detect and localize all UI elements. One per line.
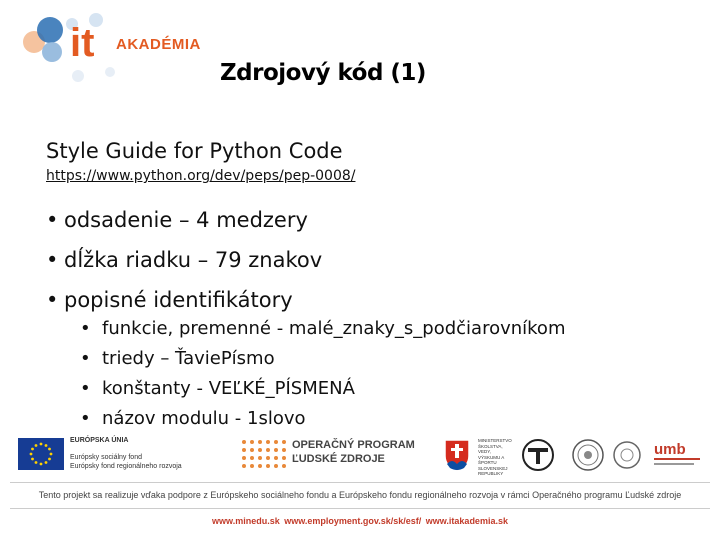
svg-text:it: it <box>70 21 95 65</box>
list-item: • konštanty - VEĽKÉ_PÍSMENÁ <box>80 374 565 404</box>
list-item: • triedy – ŤaviePísmo <box>80 344 565 374</box>
bullet-list <box>46 200 322 320</box>
university-logo-icon <box>518 438 558 472</box>
divider <box>10 482 710 483</box>
umb-logo-icon <box>650 438 710 472</box>
list-item: • názov modulu - 1slovo <box>80 404 565 434</box>
ministry-label: MINISTERSTVO ŠKOLSTVA, VEDY, VÝSKUMU A ŠPORTU SLOVENSKEJ REPUBLIKY <box>478 438 512 476</box>
op-label: OPERAČNÝ PROGRAM ĽUDSKÉ ZDROJE <box>292 439 415 465</box>
itakademia-logo <box>12 6 212 86</box>
pep8-link[interactable]: https://www.python.org/dev/peps/pep-0008/ <box>46 168 356 184</box>
svg-text:umb: umb <box>654 441 686 458</box>
sub-bullet-list <box>80 314 565 434</box>
op-dots-icon <box>238 438 288 470</box>
logo-text: AKADÉMIA <box>116 36 201 53</box>
footer <box>0 432 720 540</box>
list-item: • popisné identifikátory <box>46 280 322 320</box>
eu-label: EURÓPSKA ÚNIA Európsky sociálny fond Európsky fond regionálneho rozvoja <box>70 437 182 470</box>
list-item: • funkcie, premenné - malé_znaky_s_podčiarovníkom <box>80 314 565 344</box>
university-seal-icon <box>570 438 606 472</box>
divider <box>10 508 710 509</box>
subtitle: Style Guide for Python Code <box>46 139 343 163</box>
list-item: • odsadenie – 4 medzery <box>46 200 322 240</box>
list-item: • dĺžka riadku – 79 znakov <box>46 240 322 280</box>
slovak-coat-of-arms-icon <box>442 438 472 472</box>
eu-flag-icon <box>18 438 64 470</box>
footer-urls[interactable]: www.minedu.sk www.employment.gov.sk/sk/esf/ www.itakademia.sk <box>212 516 508 526</box>
university-seal-2-icon <box>612 438 642 472</box>
page-title: Zdrojový kód (1) <box>220 60 426 86</box>
project-note: Tento projekt sa realizuje vďaka podpore z Európskeho sociálneho fondu a Európskeho fondu regionálneho rozvoja v rámci Operačného programu Ľudské zdroje <box>38 490 682 500</box>
